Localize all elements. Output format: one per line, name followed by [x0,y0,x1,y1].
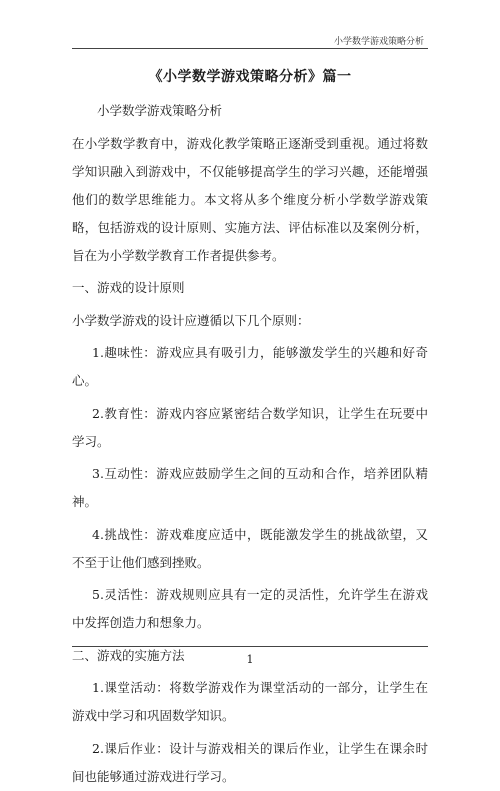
document-body [72,97,428,791]
list-item-fun: 1.趣味性：游戏应具有吸引力，能够激发学生的兴趣和好奇心。 [72,345,428,388]
section-heading-design: 一、游戏的设计原则 [72,280,185,295]
intro-paragraph: 在小学数学教育中，游戏化教学策略正逐渐受到重视。通过将数学知识融入到游戏中，不仅能够提高学生的学习兴趣，还能增强他们的数学思维能力。本文将从多个维度分析小学数学游戏策略，包括游戏的设计原则、实施方法、评估标准以及案例分析，旨在为小学数学教育工作者提供参考。 [72,135,428,263]
list-item-flexible: 5.灵活性：游戏规则应具有一定的灵活性，允许学生在游戏中发挥创造力和想象力。 [72,587,428,630]
list-item-classroom: 1.课堂活动：将数学游戏作为课堂活动的一部分，让学生在游戏中学习和巩固数学知识。 [72,680,428,723]
section-heading-implementation: 二、游戏的实施方法 [72,647,185,663]
running-header: 小学数学游戏策略分析 [333,37,424,47]
list-item-challenge: 4.挑战性：游戏难度应适中，既能激发学生的挑战欲望，又不至于让他们感到挫败。 [72,526,428,570]
footer-divider [72,646,428,647]
list-item-homework: 2.课后作业：设计与游戏相关的课后作业，让学生在课余时间也能够通过游戏进行学习。 [72,740,428,784]
document-title: 《小学数学游戏策略分析》篇一 [148,69,352,85]
subtitle-paragraph: 小学数学游戏策略分析 [97,103,223,118]
list-item-educational: 2.教育性：游戏内容应紧密结合数学知识，让学生在玩要中学习。 [72,405,428,449]
design-lead-paragraph: 小学数学游戏的设计应遵循以下几个原则： [72,312,310,328]
page-number: 1 [246,653,254,666]
list-item-interactive: 3.互动性：游戏应鼓励学生之间的互动和合作，培养团队精神。 [72,466,428,509]
header-divider [72,48,428,49]
